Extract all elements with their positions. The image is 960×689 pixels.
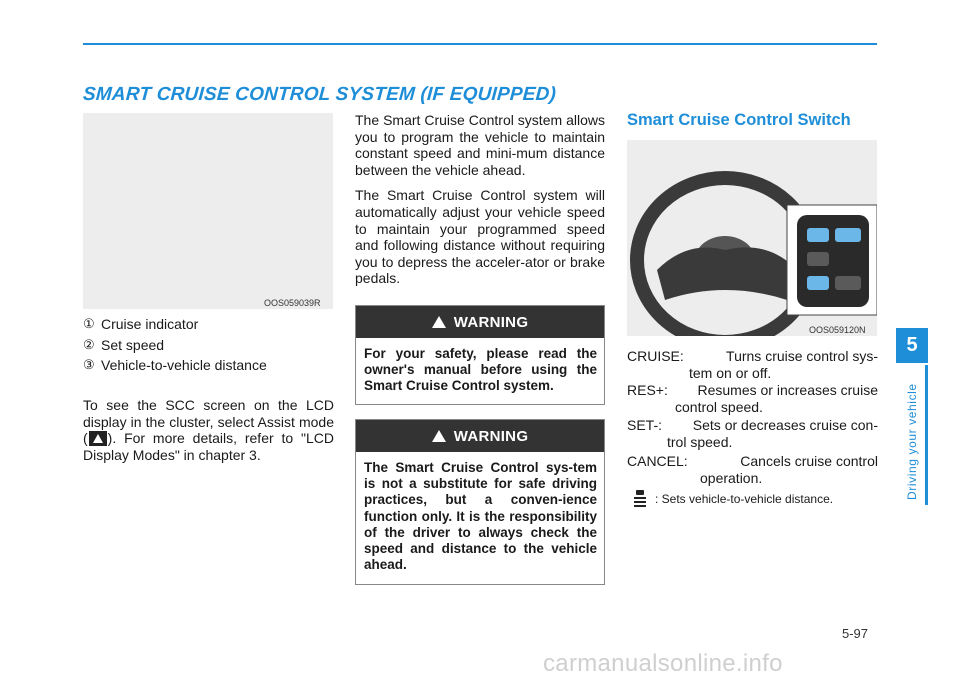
warning-box bbox=[355, 419, 605, 585]
distance-description bbox=[633, 490, 833, 508]
steering-wheel-icon bbox=[627, 140, 877, 336]
warning-triangle-icon bbox=[432, 430, 446, 442]
control-key: CANCEL: bbox=[627, 453, 688, 469]
control-text: operation. bbox=[700, 470, 763, 486]
control-text: Turns cruise control sys- bbox=[726, 348, 878, 364]
warning-box bbox=[355, 305, 605, 405]
figure-caption: OOS059120N bbox=[809, 325, 866, 335]
figure-caption: OOS059039R bbox=[264, 298, 321, 308]
warning-header bbox=[356, 306, 604, 338]
warning-body: For your safety, please read the owner's manual before using the Smart Cruise Control system. bbox=[364, 346, 597, 394]
warning-body: The Smart Cruise Control sys-tem is not a substitute for safe driving practices, but a conven-ience function only. It is the responsibility of the driver to always check the speed and distance to the vehicle ahead. bbox=[364, 460, 597, 573]
warning-heading: WARNING bbox=[453, 313, 529, 331]
control-key: CRUISE: bbox=[627, 348, 684, 364]
intro-paragraph: The Smart Cruise Control system allows you to program the vehicle to maintain constant speed and mini-mum distance between the vehicle ahead. bbox=[355, 112, 605, 178]
warning-triangle-icon bbox=[432, 316, 446, 328]
control-description bbox=[627, 417, 878, 451]
steering-wheel-image bbox=[627, 140, 877, 336]
section-title: SMART CRUISE CONTROL SYSTEM (IF EQUIPPED) bbox=[82, 84, 557, 105]
control-text: Sets or decreases cruise con- bbox=[692, 417, 878, 433]
vehicle-distance-icon bbox=[633, 490, 647, 508]
chapter-label-text: Driving your vehicle bbox=[905, 383, 919, 500]
control-text: tem on or off. bbox=[689, 365, 772, 381]
list-text: Vehicle-to-vehicle distance bbox=[101, 357, 267, 373]
cluster-display-image bbox=[83, 113, 333, 309]
warning-heading: WARNING bbox=[453, 427, 529, 445]
paragraph-text: ). For more details, refer to "LCD Display Modes" in chapter 3. bbox=[83, 430, 334, 463]
intro-column bbox=[355, 112, 605, 296]
control-description bbox=[627, 348, 878, 382]
control-text: trol speed. bbox=[667, 434, 733, 450]
list-number: ② bbox=[83, 336, 95, 352]
indicator-list bbox=[83, 314, 335, 376]
control-description bbox=[627, 453, 878, 487]
switch-section-heading: Smart Cruise Control Switch bbox=[627, 111, 851, 129]
control-key: SET-: bbox=[627, 417, 663, 433]
scc-screen-paragraph bbox=[83, 397, 334, 463]
list-item bbox=[83, 355, 335, 376]
intro-paragraph: The Smart Cruise Control system will automatically adjust your vehicle speed to maintain your programmed speed and following distance without requiring you to depress the acceler-ator or brake pedals. bbox=[355, 187, 605, 287]
control-text: Cancels cruise control bbox=[740, 453, 878, 469]
list-text: Cruise indicator bbox=[101, 316, 199, 332]
chapter-number-tab: 5 bbox=[896, 328, 928, 363]
chapter-side-bar bbox=[925, 365, 928, 505]
list-number: ③ bbox=[83, 357, 95, 372]
control-key: RES+: bbox=[627, 382, 668, 398]
control-text: Resumes or increases cruise bbox=[697, 382, 878, 398]
assist-mode-icon bbox=[89, 431, 107, 446]
list-item bbox=[83, 335, 335, 356]
warning-header bbox=[356, 420, 604, 452]
control-text: control speed. bbox=[675, 399, 763, 415]
watermark: carmanualsonline.info bbox=[543, 650, 783, 677]
list-text: Set speed bbox=[101, 336, 165, 353]
control-description bbox=[627, 382, 878, 416]
list-number: ① bbox=[83, 316, 95, 331]
header-rule bbox=[83, 43, 877, 45]
list-item bbox=[83, 314, 335, 335]
distance-text: : Sets vehicle-to-vehicle distance. bbox=[655, 492, 834, 506]
paragraph-text: To see the SCC screen on the LCD display in the cluster, select Assist mode ( bbox=[83, 397, 334, 447]
page-number: 5-97 bbox=[842, 626, 869, 641]
chapter-label bbox=[903, 372, 921, 502]
